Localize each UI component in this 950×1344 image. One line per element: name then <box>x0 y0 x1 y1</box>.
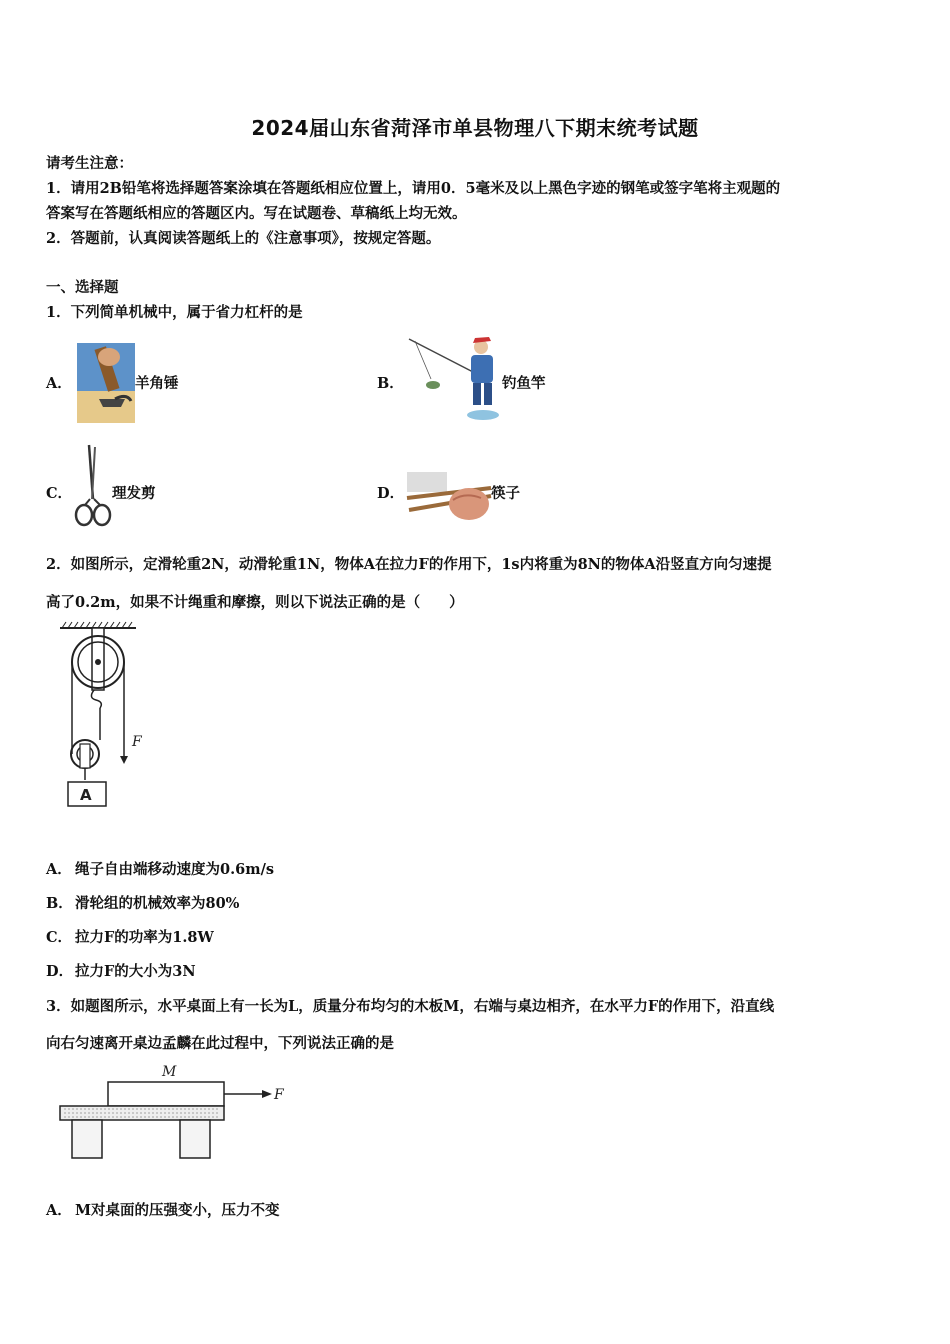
q1-option-b-letter[interactable]: B． <box>377 375 404 392</box>
q2-option-b-text: 滑轮组的机械效率为80% <box>75 895 240 912</box>
page-title: 2024届山东省菏泽市单县物理八下期末统考试题 <box>251 116 699 140</box>
q2-option-c-letter[interactable]: C． <box>46 929 73 946</box>
q2-option-d-text: 拉力F的大小为3N <box>75 963 196 980</box>
q3-stem-line-2: 向右匀速离开桌边孟麟在此过程中，下列说法正确的是 <box>46 1035 394 1052</box>
fishing-rod-image <box>405 333 503 425</box>
force-label-f: F <box>274 1087 284 1103</box>
chopsticks-image <box>405 470 493 528</box>
q3-stem-line-1: 3．如题图所示，水平桌面上有一长为L，质量分布均匀的木板M，右端与桌边相齐，在水平力F的作用下，沿直线 <box>46 998 775 1015</box>
scissors-image <box>73 443 113 533</box>
table-board-diagram <box>56 1062 296 1164</box>
claw-hammer-image <box>77 343 135 423</box>
ceiling-hatch <box>60 622 136 628</box>
q2-option-a-text: 绳子自由端移动速度为0.6m/s <box>75 861 275 878</box>
q1-stem: 1．下列简单机械中，属于省力杠杆的是 <box>46 304 303 321</box>
q1-option-d-letter[interactable]: D． <box>377 485 405 502</box>
q1-option-b-text: 钓鱼竿 <box>502 375 546 392</box>
force-label-f: F <box>132 734 142 750</box>
notice-item-1-line-1: 1．请用2B铅笔将选择题答案涂填在答题纸相应位置上，请用0．5毫米及以上黑色字迹的钢笔或签字笔将主观题的 <box>46 180 781 197</box>
q1-option-c-letter[interactable]: C． <box>46 485 73 502</box>
q3-option-a-text: M对桌面的压强变小，压力不变 <box>75 1202 280 1219</box>
q3-option-a-letter[interactable]: A． <box>46 1202 72 1219</box>
q1-option-a-text: 羊角锤 <box>135 375 179 392</box>
pulley-diagram <box>56 620 156 815</box>
q1-option-a-letter[interactable]: A． <box>46 375 72 392</box>
q2-option-b-letter[interactable]: B． <box>46 895 73 912</box>
board-label-m: M <box>162 1064 177 1080</box>
q2-stem-line-2: 高了0.2m，如果不计绳重和摩擦，则以下说法正确的是（ ） <box>46 594 464 611</box>
q2-stem-line-1: 2．如图所示，定滑轮重2N，动滑轮重1N，物体A在拉力F的作用下，1s内将重为8N的物体A沿竖直方向匀速提 <box>46 556 772 573</box>
q1-option-d-text: 筷子 <box>491 485 520 502</box>
section-heading: 一、选择题 <box>46 279 119 296</box>
notice-item-2: 2．答题前，认真阅读答题纸上的《注意事项》，按规定答题。 <box>46 230 441 247</box>
q1-option-c-text: 理发剪 <box>112 485 156 502</box>
notice-item-1-line-2: 答案写在答题纸相应的答题区内。写在试题卷、草稿纸上均无效。 <box>46 205 467 222</box>
block-label-a: A <box>80 786 92 804</box>
notice-heading: 请考生注意： <box>46 155 133 172</box>
q2-option-d-letter[interactable]: D． <box>46 963 74 980</box>
q2-option-c-text: 拉力F的功率为1.8W <box>75 929 214 946</box>
q2-option-a-letter[interactable]: A． <box>46 861 72 878</box>
